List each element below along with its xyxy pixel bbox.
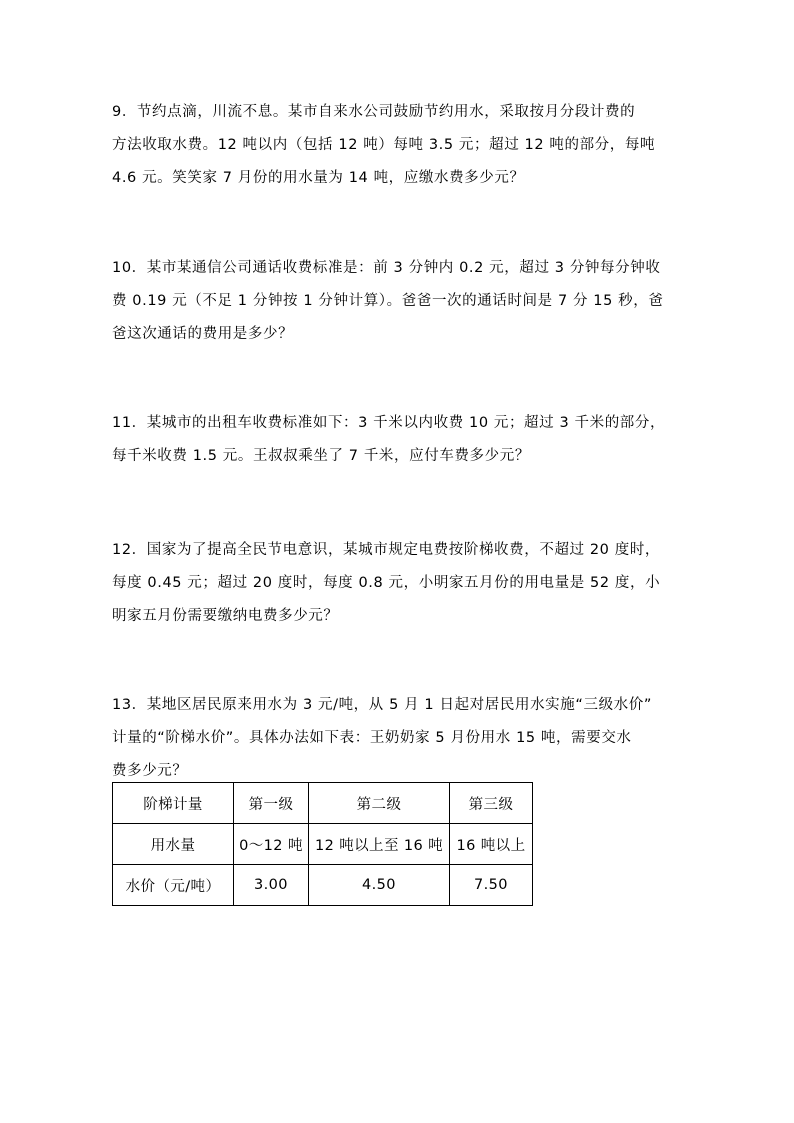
problem-13-line-2: 计量的“阶梯水价”。具体办法如下表：王奶奶家 5 月份用水 15 吨，需要交水 — [112, 730, 632, 746]
table-row — [113, 865, 533, 906]
water-price-table — [112, 782, 533, 906]
table-row — [113, 824, 533, 865]
table-cell: 水价（元/吨） — [113, 865, 234, 906]
table-cell: 7.50 — [450, 865, 533, 906]
table-cell: 第一级 — [234, 783, 309, 824]
table-cell: 4.50 — [309, 865, 450, 906]
problem-9-line-1: 9．节约点滴，川流不息。某市自来水公司鼓励节约用水，采取按月分段计费的 — [112, 104, 636, 120]
problem-13 — [112, 689, 684, 788]
problem-12 — [112, 534, 684, 633]
problem-11 — [112, 407, 684, 473]
problem-10-line-3: 爸这次通话的费用是多少？ — [112, 326, 294, 342]
problem-11-line-2: 每千米收费 1.5 元。王叔叔乘坐了 7 千米，应付车费多少元？ — [112, 448, 530, 464]
table-row — [113, 783, 533, 824]
problem-9-line-2: 方法收取水费。12 吨以内（包括 12 吨）每吨 3.5 元；超过 12 吨的部分，每吨 — [112, 137, 656, 153]
problem-12-line-3: 明家五月份需要缴纳电费多少元？ — [112, 608, 339, 624]
table-cell: 用水量 — [113, 824, 234, 865]
problem-13-line-3: 费多少元？ — [112, 763, 188, 779]
problem-12-line-2: 每度 0.45 元；超过 20 度时，每度 0.8 元，小明家五月份的用电量是 52 度，小 — [112, 575, 661, 591]
problem-12-line-1: 12．国家为了提高全民节电意识，某城市规定电费按阶梯收费，不超过 20 度时， — [112, 542, 661, 558]
table-cell: 16 吨以上 — [450, 824, 533, 865]
table-cell: 0～12 吨 — [234, 824, 309, 865]
table-cell: 12 吨以上至 16 吨 — [309, 824, 450, 865]
problem-10-line-2: 费 0.19 元（不足 1 分钟按 1 分钟计算）。爸爸一次的通话时间是 7 分 15 秒，爸 — [112, 293, 664, 309]
table-cell: 第二级 — [309, 783, 450, 824]
table-cell: 阶梯计量 — [113, 783, 234, 824]
problem-13-line-1: 13．某地区居民原来用水为 3 元/吨，从 5 月 1 日起对居民用水实施“三级水价” — [112, 697, 652, 713]
table-cell: 3.00 — [234, 865, 309, 906]
problem-9-line-3: 4.6 元。笑笑家 7 月份的用水量为 14 吨，应缴水费多少元？ — [112, 170, 525, 186]
problem-9 — [112, 96, 684, 195]
problem-10-line-1: 10．某市某通信公司通话收费标准是：前 3 分钟内 0.2 元，超过 3 分钟每分钟收 — [112, 260, 661, 276]
table-cell: 第三级 — [450, 783, 533, 824]
problem-10 — [112, 252, 684, 351]
problem-11-line-1: 11．某城市的出租车收费标准如下：3 千米以内收费 10 元；超过 3 千米的部分， — [112, 415, 666, 431]
